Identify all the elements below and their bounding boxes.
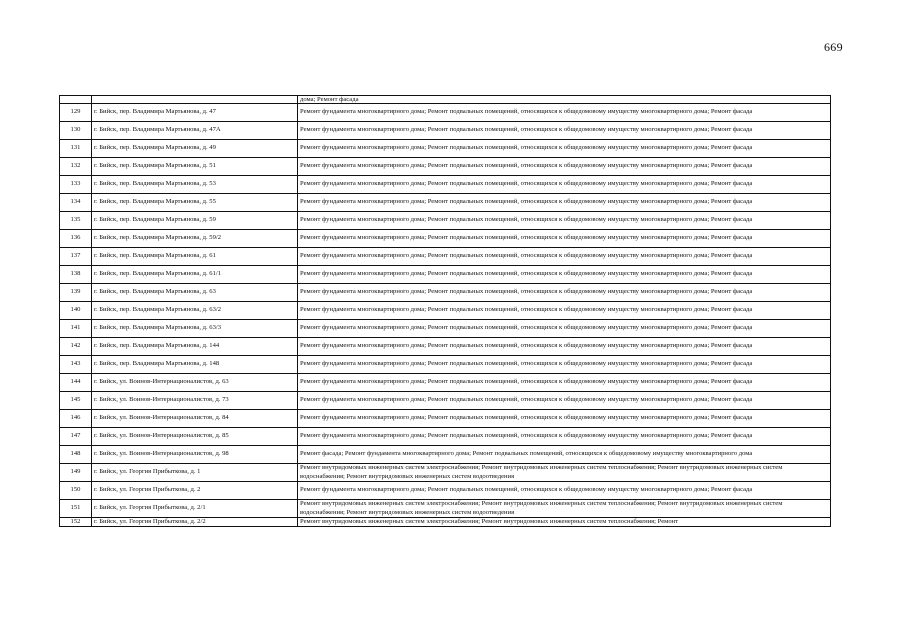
address-cell: г. Бийск, ул. Георгия Прибыткова, д. 1 (92, 464, 298, 482)
address-cell (92, 96, 298, 104)
address-cell: г. Бийск, пер. Владимира Мартьянова, д. 148 (92, 356, 298, 374)
works-cell: Ремонт фундамента многоквартирного дома; Ремонт подвальных помещений, относящихся к общедомовому имуществу многоквартирного дома; Ремонт фасада (298, 140, 831, 158)
table-row (60, 410, 831, 428)
table-row (60, 212, 831, 230)
table-row (60, 482, 831, 500)
row-number-cell: 133 (60, 176, 92, 194)
works-cell: Ремонт фундамента многоквартирного дома; Ремонт подвальных помещений, относящихся к общедомовому имуществу многоквартирного дома; Ремонт фасада (298, 212, 831, 230)
row-number-cell: 147 (60, 428, 92, 446)
row-number-cell: 145 (60, 392, 92, 410)
address-cell: г. Бийск, пер. Владимира Мартьянова, д. 47А (92, 122, 298, 140)
row-number-cell: 136 (60, 230, 92, 248)
works-cell: Ремонт фундамента многоквартирного дома; Ремонт подвальных помещений, относящихся к общедомовому имуществу многоквартирного дома; Ремонт фасада (298, 194, 831, 212)
works-cell: Ремонт фундамента многоквартирного дома; Ремонт подвальных помещений, относящихся к общедомовому имуществу многоквартирного дома; Ремонт фасада (298, 338, 831, 356)
works-cell: Ремонт фундамента многоквартирного дома; Ремонт подвальных помещений, относящихся к общедомовому имуществу многоквартирного дома; Ремонт фасада (298, 428, 831, 446)
row-number-cell (60, 96, 92, 104)
row-number-cell: 151 (60, 500, 92, 518)
address-cell: г. Бийск, ул. Георгия Прибыткова, д. 2 (92, 482, 298, 500)
table-row (60, 176, 831, 194)
address-cell: г. Бийск, пер. Владимира Мартьянова, д. 55 (92, 194, 298, 212)
address-cell: г. Бийск, ул. Воинов-Интернационалистов, д. 98 (92, 446, 298, 464)
row-number-cell: 144 (60, 374, 92, 392)
table-row (60, 320, 831, 338)
works-cell: Ремонт фундамента многоквартирного дома; Ремонт подвальных помещений, относящихся к общедомовому имуществу многоквартирного дома; Ремонт фасада (298, 158, 831, 176)
address-cell: г. Бийск, ул. Георгия Прибыткова, д. 2/2 (92, 518, 298, 527)
row-number-cell: 150 (60, 482, 92, 500)
works-cell: Ремонт фасада; Ремонт фундамента многоквартирного дома; Ремонт подвальных помещений, относящихся к общедомовому имуществу многоквартирного дома (298, 446, 831, 464)
works-cell: Ремонт фундамента многоквартирного дома; Ремонт подвальных помещений, относящихся к общедомовому имуществу многоквартирного дома; Ремонт фасада (298, 104, 831, 122)
row-number-cell: 135 (60, 212, 92, 230)
works-cell: Ремонт фундамента многоквартирного дома; Ремонт подвальных помещений, относящихся к общедомовому имуществу многоквартирного дома; Ремонт фасада (298, 410, 831, 428)
table-row-truncated (60, 518, 831, 527)
row-number-cell: 138 (60, 266, 92, 284)
table-row (60, 338, 831, 356)
row-number-cell: 149 (60, 464, 92, 482)
table-row (60, 158, 831, 176)
address-cell: г. Бийск, пер. Владимира Мартьянова, д. 61 (92, 248, 298, 266)
address-cell: г. Бийск, пер. Владимира Мартьянова, д. 63 (92, 284, 298, 302)
address-cell: г. Бийск, пер. Владимира Мартьянова, д. 144 (92, 338, 298, 356)
works-cell: Ремонт фундамента многоквартирного дома; Ремонт подвальных помещений, относящихся к общедомовому имуществу многоквартирного дома; Ремонт фасада (298, 392, 831, 410)
row-number-cell: 152 (60, 518, 92, 527)
table-row (60, 500, 831, 518)
table-row (60, 248, 831, 266)
works-cell: Ремонт фундамента многоквартирного дома; Ремонт подвальных помещений, относящихся к общедомовому имуществу многоквартирного дома; Ремонт фасада (298, 230, 831, 248)
address-cell: г. Бийск, ул. Воинов-Интернационалистов, д. 73 (92, 392, 298, 410)
works-cell: Ремонт фундамента многоквартирного дома; Ремонт подвальных помещений, относящихся к общедомовому имуществу многоквартирного дома; Ремонт фасада (298, 284, 831, 302)
works-cell: Ремонт фундамента многоквартирного дома; Ремонт подвальных помещений, относящихся к общедомовому имуществу многоквартирного дома; Ремонт фасада (298, 356, 831, 374)
works-cell: Ремонт фундамента многоквартирного дома; Ремонт подвальных помещений, относящихся к общедомовому имуществу многоквартирного дома; Ремонт фасада (298, 320, 831, 338)
address-cell: г. Бийск, ул. Георгия Прибыткова, д. 2/1 (92, 500, 298, 518)
row-number-cell: 146 (60, 410, 92, 428)
address-cell: г. Бийск, ул. Воинов-Интернационалистов, д. 84 (92, 410, 298, 428)
row-number-cell: 130 (60, 122, 92, 140)
table-row (60, 230, 831, 248)
row-number-cell: 131 (60, 140, 92, 158)
address-cell: г. Бийск, пер. Владимира Мартьянова, д. 63/2 (92, 302, 298, 320)
table-body (60, 96, 831, 527)
row-number-cell: 142 (60, 338, 92, 356)
address-cell: г. Бийск, пер. Владимира Мартьянова, д. 61/1 (92, 266, 298, 284)
address-cell: г. Бийск, пер. Владимира Мартьянова, д. 59 (92, 212, 298, 230)
address-cell: г. Бийск, пер. Владимира Мартьянова, д. 63/3 (92, 320, 298, 338)
table-row (60, 104, 831, 122)
table-row (60, 266, 831, 284)
row-number-cell: 132 (60, 158, 92, 176)
works-cell: Ремонт фундамента многоквартирного дома; Ремонт подвальных помещений, относящихся к общедомовому имуществу многоквартирного дома; Ремонт фасада (298, 482, 831, 500)
works-cell: Ремонт фундамента многоквартирного дома; Ремонт подвальных помещений, относящихся к общедомовому имуществу многоквартирного дома; Ремонт фасада (298, 122, 831, 140)
table-row (60, 464, 831, 482)
row-number-cell: 141 (60, 320, 92, 338)
address-cell: г. Бийск, пер. Владимира Мартьянова, д. 53 (92, 176, 298, 194)
address-cell: г. Бийск, пер. Владимира Мартьянова, д. 51 (92, 158, 298, 176)
row-number-cell: 140 (60, 302, 92, 320)
table-row (60, 446, 831, 464)
page-number: 669 (824, 40, 843, 54)
table-row (60, 284, 831, 302)
row-number-cell: 134 (60, 194, 92, 212)
row-number-cell: 137 (60, 248, 92, 266)
address-cell: г. Бийск, ул. Воинов-Интернационалистов, д. 63 (92, 374, 298, 392)
works-cell: Ремонт фундамента многоквартирного дома; Ремонт подвальных помещений, относящихся к общедомовому имуществу многоквартирного дома; Ремонт фасада (298, 176, 831, 194)
address-cell: г. Бийск, пер. Владимира Мартьянова, д. 47 (92, 104, 298, 122)
works-cell: Ремонт фундамента многоквартирного дома; Ремонт подвальных помещений, относящихся к общедомовому имуществу многоквартирного дома; Ремонт фасада (298, 374, 831, 392)
table-row (60, 428, 831, 446)
works-cell: Ремонт фундамента многоквартирного дома; Ремонт подвальных помещений, относящихся к общедомовому имуществу многоквартирного дома; Ремонт фасада (298, 248, 831, 266)
works-cell: Ремонт внутридомовых инженерных систем электроснабжения; Ремонт внутридомовых инженерных систем теплоснабжения; Ремонт (298, 518, 831, 527)
table-row (60, 302, 831, 320)
row-number-cell: 148 (60, 446, 92, 464)
works-cell: Ремонт фундамента многоквартирного дома; Ремонт подвальных помещений, относящихся к общедомовому имуществу многоквартирного дома; Ремонт фасада (298, 302, 831, 320)
address-cell: г. Бийск, пер. Владимира Мартьянова, д. 59/2 (92, 230, 298, 248)
works-cell: дома; Ремонт фасада (298, 96, 831, 104)
table-row-continued (60, 96, 831, 104)
table-row (60, 356, 831, 374)
table-row (60, 122, 831, 140)
address-cell: г. Бийск, ул. Воинов-Интернационалистов, д. 85 (92, 428, 298, 446)
table-row (60, 140, 831, 158)
repair-works-table (59, 95, 831, 527)
works-cell: Ремонт внутридомовых инженерных систем электроснабжения; Ремонт внутридомовых инженерных систем теплоснабжения; Ремонт внутридомовых инженерных систем водоснабжения; Ремонт внутридомовых инженерных систем водоотведения (298, 464, 831, 482)
row-number-cell: 143 (60, 356, 92, 374)
row-number-cell: 129 (60, 104, 92, 122)
works-cell: Ремонт фундамента многоквартирного дома; Ремонт подвальных помещений, относящихся к общедомовому имуществу многоквартирного дома; Ремонт фасада (298, 266, 831, 284)
works-cell: Ремонт внутридомовых инженерных систем электроснабжения; Ремонт внутридомовых инженерных систем теплоснабжения; Ремонт внутридомовых инженерных систем водоснабжения; Ремонт внутридомовых инженерных систем водоотведения (298, 500, 831, 518)
table-row (60, 194, 831, 212)
table-row (60, 374, 831, 392)
table-row (60, 392, 831, 410)
row-number-cell: 139 (60, 284, 92, 302)
address-cell: г. Бийск, пер. Владимира Мартьянова, д. 49 (92, 140, 298, 158)
